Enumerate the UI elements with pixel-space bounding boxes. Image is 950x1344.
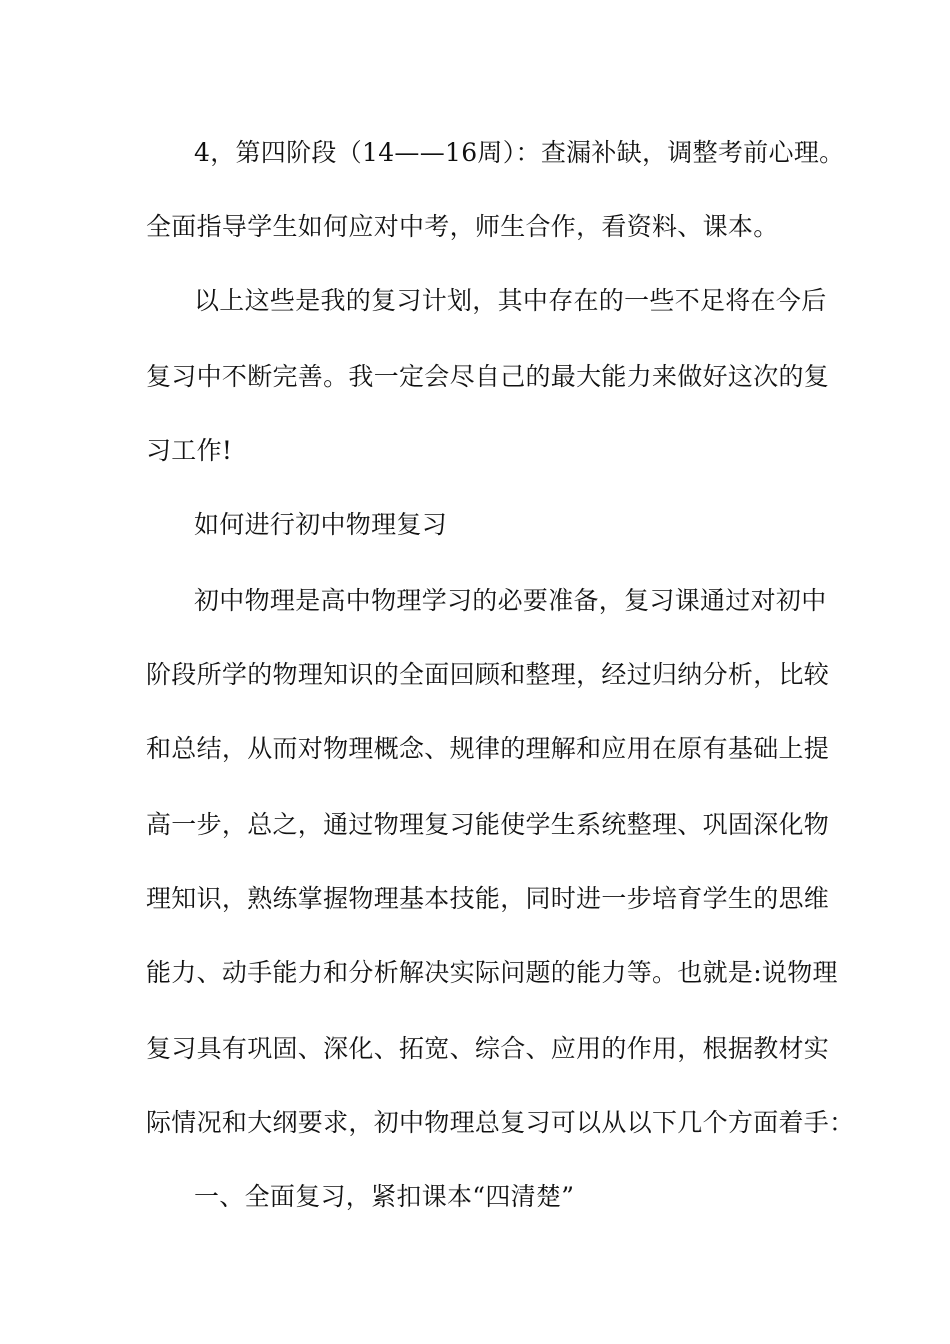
section-heading: 如何进行初中物理复习 [194, 510, 448, 539]
paragraph-intro-line-5: 理知识，熟练掌握物理基本技能，同时进一步培育学生的思维 [146, 884, 830, 913]
paragraph-intro-line-8: 际情况和大纲要求，初中物理总复习可以从以下几个方面着手： [146, 1108, 855, 1137]
paragraph-intro-line-6: 能力、动手能力和分析解决实际问题的能力等。也就是:说物理 [146, 958, 838, 987]
paragraph-summary: 以上这些是我的复习计划，其中存在的一些不足将在今后 [194, 286, 827, 315]
paragraph-intro: 初中物理是高中物理学习的必要准备，复习课通过对初中 [194, 586, 827, 615]
paragraph-summary-end: 习工作! [146, 436, 233, 465]
paragraph-stage-four: 4，第四阶段（14——16周）：查漏补缺，调整考前心理。 [194, 138, 845, 167]
paragraph-intro-line-4: 高一步，总之，通过物理复习能使学生系统整理、巩固深化物 [146, 810, 830, 839]
paragraph-intro-line-2: 阶段所学的物理知识的全面回顾和整理，经过归纳分析，比较 [146, 660, 830, 689]
paragraph-summary-continued: 复习中不断完善。我一定会尽自己的最大能力来做好这次的复 [146, 362, 830, 391]
subsection-heading: 一、全面复习，紧扣课本“四清楚” [194, 1182, 575, 1211]
paragraph-intro-line-7: 复习具有巩固、深化、拓宽、综合、应用的作用，根据教材实 [146, 1034, 830, 1063]
paragraph-intro-line-3: 和总结，从而对物理概念、规律的理解和应用在原有基础上提 [146, 734, 830, 763]
paragraph-stage-four-continued: 全面指导学生如何应对中考，师生合作，看资料、课本。 [146, 212, 779, 241]
